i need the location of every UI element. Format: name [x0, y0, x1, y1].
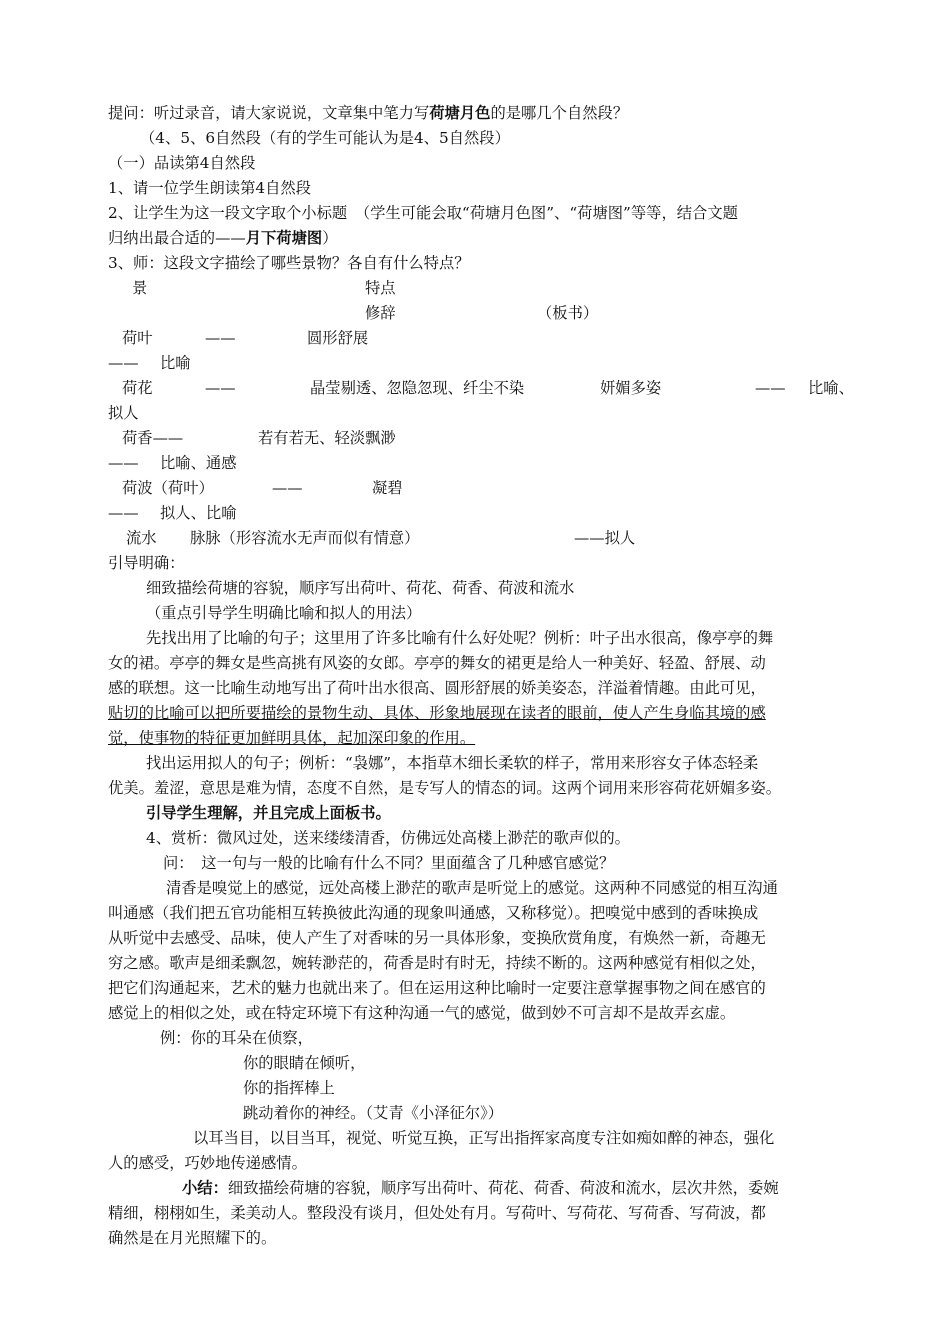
para-metaphor-underlined: 觉，使事物的特征更加鲜明具体，起加深印象的作用。: [108, 729, 476, 747]
row-hehua-dash: ——: [205, 379, 236, 397]
example-line-1: 例：你的耳朵在侦察，: [160, 1029, 313, 1047]
col-header-rhetoric: 修辞: [365, 304, 396, 322]
row-heye-dash2: ——: [108, 354, 139, 372]
row-heye-feature: 圆形舒展: [307, 329, 369, 347]
row-hexiang-feature: 若有若无、轻淡飘渺: [258, 429, 396, 447]
section-heading: （一）品读第4自然段: [108, 154, 256, 172]
guide-bold-note: 引导学生理解，并且完成上面板书。: [146, 804, 391, 822]
summary-line-2: 精细，栩栩如生，柔美动人。整段没有谈月，但处处有月。写荷叶、写荷花、写荷香、写荷波，都: [108, 1204, 766, 1222]
subtitle-answer: 月下荷塘图: [245, 229, 323, 247]
para-synesthesia-line: 从听觉中去感受、品味，使人产生了对香味的另一具体形象，变换欣赏角度，有焕然一新，奇趣无: [108, 929, 766, 947]
example-line-2: 你的眼睛在倾听，: [243, 1054, 366, 1072]
row-hehua-rhetoric2: 拟人: [108, 404, 139, 422]
step-3: 3、师：这段文字描绘了哪些景物？各自有什么特点？: [108, 254, 470, 272]
para-metaphor-underlined: 贴切的比喻可以把所要描绘的景物生动、具体、形象地展现在读者的眼前，使人产生身临其境的感: [108, 704, 766, 722]
row-hebo-feature: 凝碧: [372, 479, 403, 497]
row-hebo-name: 荷波（荷叶）: [122, 479, 214, 497]
keyword-hetang-yuese: 荷塘月色: [429, 104, 491, 122]
answer-line: （4、5、6自然段（有的学生可能认为是4、5自然段）: [140, 129, 510, 147]
row-hebo-dash: ——: [272, 479, 303, 497]
para-example-explain: 人的感受，巧妙地传递感情。: [108, 1154, 307, 1172]
step-4-question: 问： 这一句与一般的比喻有什么不同？里面蕴含了几种感官感觉？: [163, 854, 615, 872]
para-synesthesia-line: 穷之感。歌声是细柔飘忽，婉转渺茫的，荷香是时有时无，持续不断的。这两种感觉有相似之处，: [108, 954, 766, 972]
summary-label: 小结：: [182, 1179, 228, 1197]
step-4: 4、赏析：微风过处，送来缕缕清香，仿佛远处高楼上渺茫的歌声似的。: [146, 829, 630, 847]
para-synesthesia-line: 叫通感（我们把五官功能相互转换彼此沟通的现象叫通感，又称移觉）。把嗅觉中感到的香味换成: [108, 904, 759, 922]
para-metaphor-line: 先找出用了比喻的句子；这里用了许多比喻有什么好处呢？例析：叶子出水很高，像亭亭的舞: [146, 629, 774, 647]
row-liushui-rhetoric: ——拟人: [574, 529, 636, 547]
row-heye-dash: ——: [205, 329, 236, 347]
col-header-feature: 特点: [365, 279, 396, 297]
blackboard-note: （板书）: [537, 304, 599, 322]
guide-line-2: （重点引导学生明确比喻和拟人的用法）: [146, 604, 422, 622]
guide-heading: 引导明确：: [108, 554, 185, 572]
row-hehua-name: 荷花: [122, 379, 153, 397]
row-hebo-dash2: ——: [108, 504, 139, 522]
row-hexiang-dash2: ——: [108, 454, 139, 472]
guide-line-1: 细致描绘荷塘的容貌，顺序写出荷叶、荷花、荷香、荷波和流水: [146, 579, 575, 597]
row-hehua-rhetoric: 比喻、: [808, 379, 854, 397]
row-hexiang-rhetoric: 比喻、通感: [160, 454, 237, 472]
row-liushui-feature: 脉脉（形容流水无声而似有情意）: [190, 529, 420, 547]
summary-line-1: 小结：细致描绘荷塘的容貌，顺序写出荷叶、荷花、荷香、荷波和流水，层次井然，委婉: [182, 1179, 779, 1197]
question-line: 提问：听过录音，请大家说说，文章集中笔力写荷塘月色的是哪几个自然段？: [108, 104, 629, 122]
para-example-explain: 以耳当目，以目当耳，视觉、听觉互换，正写出指挥家高度专注如痴如醉的神态，强化: [193, 1129, 775, 1147]
summary-line-3: 确然是在月光照耀下的。: [108, 1229, 277, 1247]
para-personification-line: 找出运用拟人的句子；例析：“袅娜”，本指草木细长柔软的样子，常用来形容女子体态轻柔: [146, 754, 759, 772]
row-heye-rhetoric: 比喻: [160, 354, 191, 372]
row-liushui-name: 流水: [126, 529, 157, 547]
row-hehua-feature: 晶莹剔透、忽隐忽现、纤尘不染: [310, 379, 525, 397]
step-1: 1、请一位学生朗读第4自然段: [108, 179, 312, 197]
para-metaphor-line: 感的联想。这一比喻生动地写出了荷叶出水很高、圆形舒展的娇美姿态，洋溢着情趣。由此可见，: [108, 679, 766, 697]
step-2-continued: 归纳出最合适的——月下荷塘图）: [108, 229, 338, 247]
para-personification-line: 优美。羞涩，意思是难为情，态度不自然，是专写人的情态的词。这两个词用来形容荷花妍媚多姿。: [108, 779, 782, 797]
example-line-3: 你的指挥棒上: [243, 1079, 335, 1097]
row-hexiang-name: 荷香——: [122, 429, 184, 447]
step-2: 2、让学生为这一段文字取个小标题 （学生可能会取“荷塘月色图”、“荷塘图”等等，结合文题: [108, 204, 738, 222]
row-heye-name: 荷叶: [122, 329, 153, 347]
row-hehua-dash2: ——: [755, 379, 786, 397]
para-synesthesia-line: 清香是嗅觉上的感觉，远处高楼上渺茫的歌声是听觉上的感觉。这两种不同感觉的相互沟通: [166, 879, 778, 897]
row-hebo-rhetoric: 拟人、比喻: [160, 504, 237, 522]
para-metaphor-line: 女的裙。亭亭的舞女是些高挑有风姿的女郎。亭亭的舞女的裙更是给人一种美好、轻盈、舒展、动: [108, 654, 766, 672]
example-line-4: 跳动着你的神经。（艾青《小泽征尔》）: [243, 1104, 504, 1122]
para-synesthesia-line: 把它们沟通起来，艺术的魅力也就出来了。但在运用这种比喻时一定要注意掌握事物之间在感官的: [108, 979, 766, 997]
para-synesthesia-line: 感觉上的相似之处，或在特定环境下有这种沟通一气的感觉，做到妙不可言却不是故弄玄虚。: [108, 1004, 736, 1022]
col-header-scene: 景: [132, 279, 148, 297]
row-hehua-feature2: 妍媚多姿: [600, 379, 662, 397]
